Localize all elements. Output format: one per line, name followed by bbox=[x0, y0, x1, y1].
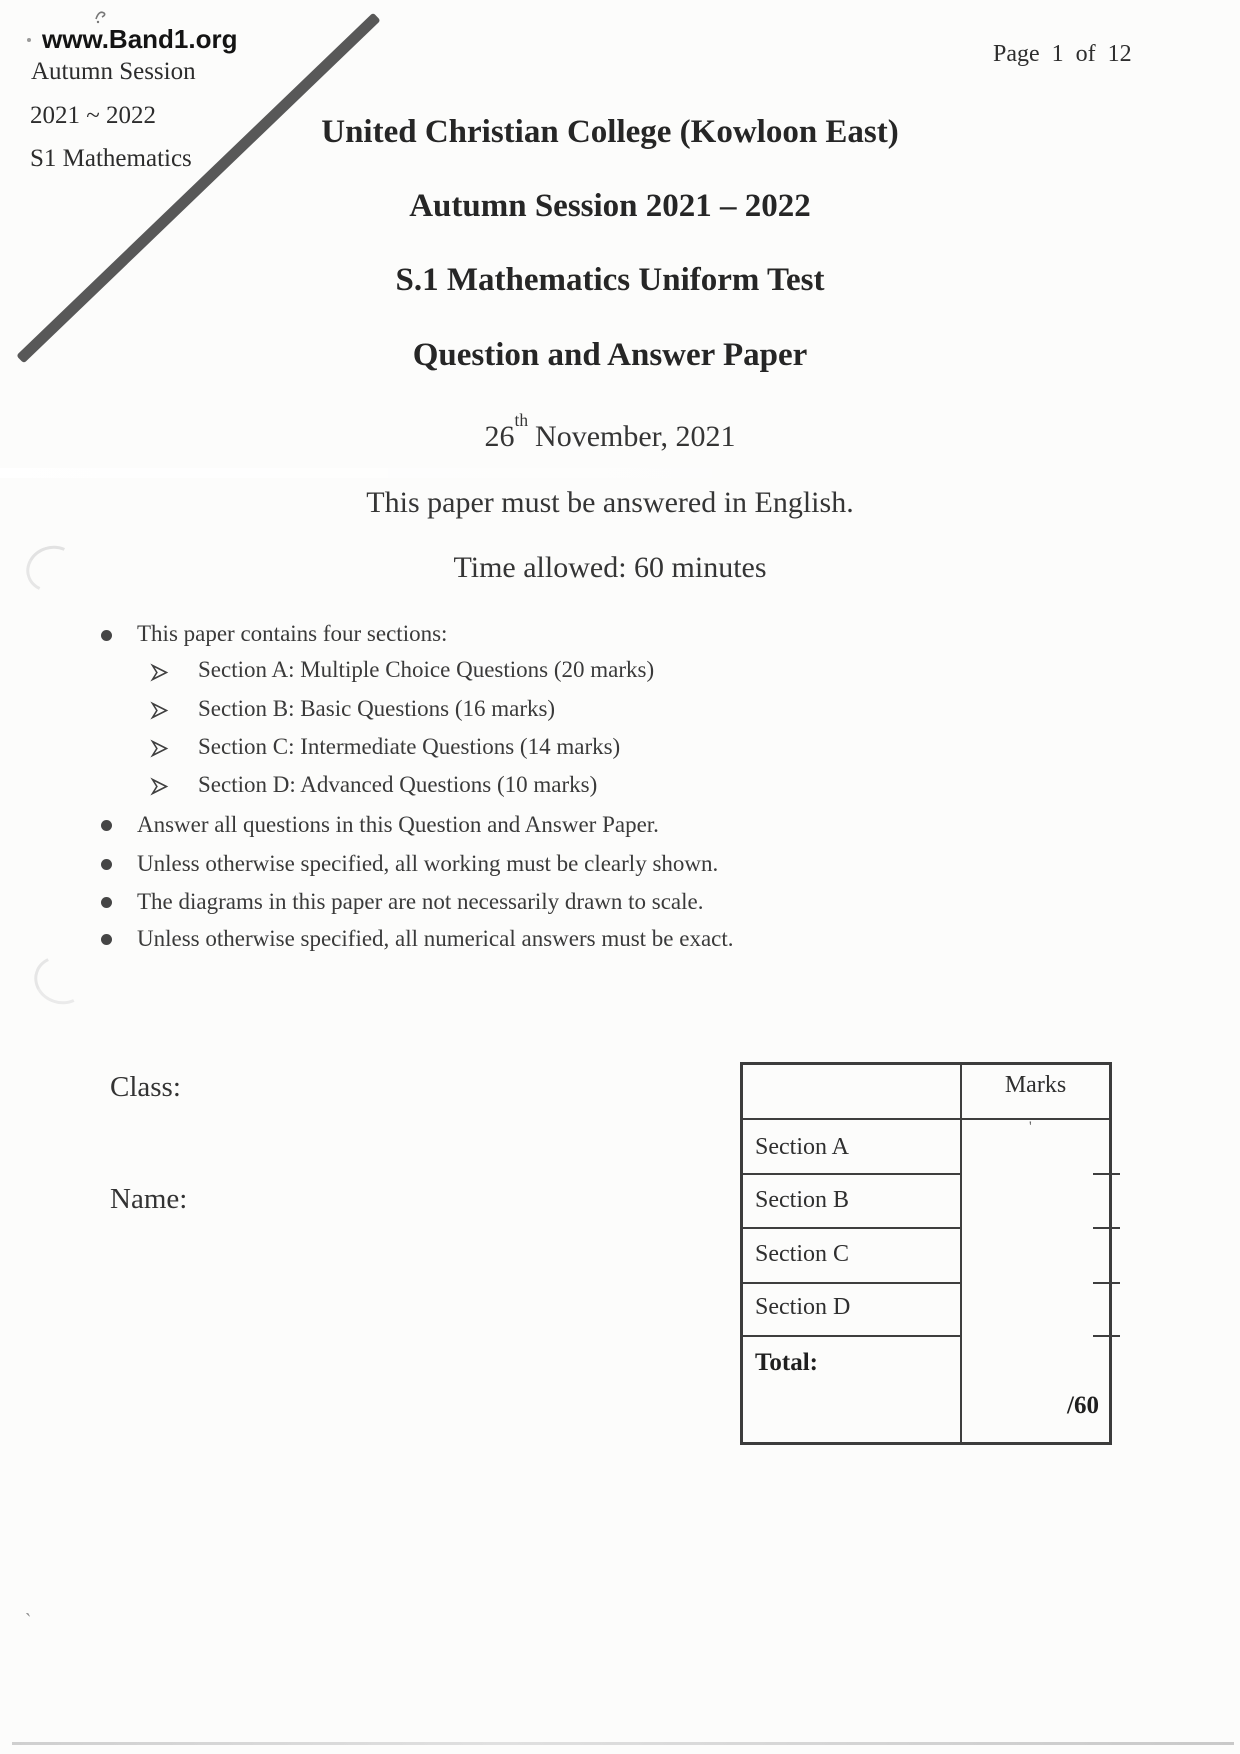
section-d-description: Section D: Advanced Questions (10 marks) bbox=[198, 772, 598, 797]
bullet-icon bbox=[101, 897, 112, 908]
scan-edge-line bbox=[12, 1742, 1234, 1745]
scan-corner-mark: ˏ bbox=[24, 1594, 35, 1618]
scan-light-band bbox=[0, 468, 820, 478]
total-max-marks: /60 bbox=[1067, 1392, 1099, 1419]
page-number-label: Page 1 of 12 bbox=[993, 41, 1132, 67]
watermark-years: 2021 ~ 2022 bbox=[30, 102, 157, 129]
total-label: Total: bbox=[755, 1349, 818, 1376]
name-label: Name: bbox=[110, 1183, 188, 1215]
language-note: This paper must be answered in English. bbox=[366, 486, 854, 519]
arrow-bullet-icon bbox=[149, 700, 170, 721]
scan-speck bbox=[27, 38, 31, 42]
arrow-bullet-icon bbox=[149, 776, 170, 797]
time-allowed-note: Time allowed: 60 minutes bbox=[453, 551, 767, 584]
paper-title: Question and Answer Paper bbox=[412, 337, 808, 373]
date-day: 26 bbox=[484, 420, 515, 453]
arrow-bullet-icon bbox=[149, 738, 170, 759]
watermark-site-url: www.Band1.org bbox=[42, 24, 238, 54]
school-title: United Christian College (Kowloon East) bbox=[321, 114, 899, 150]
pen-squiggle-mark bbox=[93, 6, 109, 24]
instruction-bullet: The diagrams in this paper are not necessarily drawn to scale. bbox=[137, 889, 704, 914]
instruction-intro: This paper contains four sections: bbox=[137, 621, 448, 646]
table-row-section-b: Section B bbox=[755, 1187, 849, 1213]
watermark-subject: S1 Mathematics bbox=[30, 145, 192, 172]
exam-date bbox=[0, 410, 1220, 453]
marks-column-header: Marks bbox=[1004, 1072, 1067, 1098]
table-header-line bbox=[743, 1118, 1109, 1120]
arrow-bullet-icon bbox=[149, 662, 170, 683]
scan-tick-mark: ' bbox=[1029, 1119, 1032, 1135]
bullet-icon bbox=[101, 934, 112, 945]
table-row-section-a: Section A bbox=[755, 1134, 849, 1160]
section-a-description: Section A: Multiple Choice Questions (20 marks) bbox=[198, 657, 655, 682]
table-edge-tick bbox=[1093, 1335, 1120, 1337]
date-rest: November, 2021 bbox=[535, 420, 736, 453]
instruction-bullet: Unless otherwise specified, all working must be clearly shown. bbox=[137, 851, 719, 876]
section-b-description: Section B: Basic Questions (16 marks) bbox=[198, 696, 556, 721]
date-ordinal: th bbox=[514, 410, 529, 431]
test-title: S.1 Mathematics Uniform Test bbox=[395, 262, 825, 298]
class-label: Class: bbox=[110, 1071, 181, 1103]
table-edge-tick bbox=[1093, 1282, 1120, 1284]
table-row-section-c: Section C bbox=[755, 1241, 849, 1267]
bullet-icon bbox=[101, 820, 112, 831]
section-c-description: Section C: Intermediate Questions (14 marks) bbox=[198, 734, 621, 759]
table-row-line bbox=[743, 1227, 960, 1229]
watermark-session: Autumn Session bbox=[31, 58, 196, 85]
instruction-bullet: Unless otherwise specified, all numerical answers must be exact. bbox=[137, 926, 734, 951]
marks-table bbox=[740, 1062, 1112, 1445]
bullet-icon bbox=[101, 630, 112, 641]
table-edge-tick bbox=[1093, 1227, 1120, 1229]
scan-arc-artifact bbox=[28, 949, 94, 1011]
instruction-bullet: Answer all questions in this Question and Answer Paper. bbox=[137, 812, 659, 837]
table-row-line bbox=[743, 1282, 960, 1284]
table-row-line bbox=[743, 1335, 960, 1337]
bullet-icon bbox=[101, 859, 112, 870]
table-row-line bbox=[743, 1173, 960, 1175]
session-title: Autumn Session 2021 – 2022 bbox=[409, 188, 811, 224]
table-edge-tick bbox=[1093, 1173, 1120, 1175]
table-row-section-d: Section D bbox=[755, 1294, 851, 1320]
table-column-divider bbox=[960, 1065, 962, 1442]
